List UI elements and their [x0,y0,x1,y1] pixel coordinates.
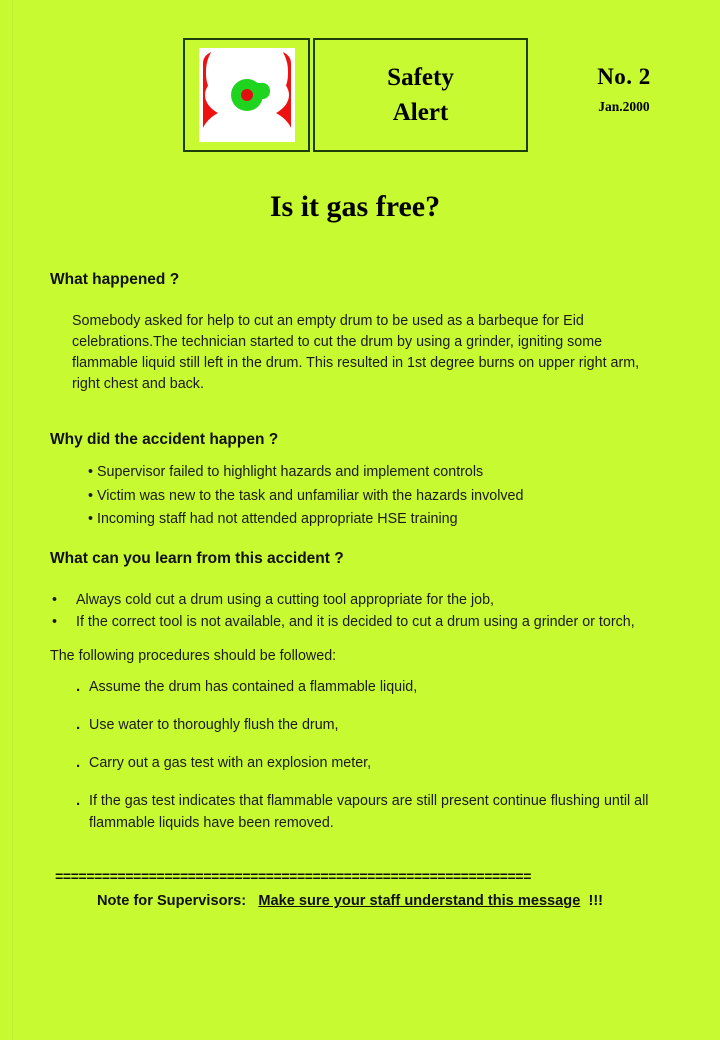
footer-divider: ============================================================= [55,871,531,886]
supervisor-note [0,893,700,909]
list-item-text: If the correct tool is not available, and it is decided to cut a drum using a grinder or torch, [76,614,635,631]
list-item [76,677,666,698]
list-item [50,612,660,633]
list-item: • Supervisor failed to highlight hazards and implement controls [88,464,484,480]
list-item [76,791,666,833]
page-title: Is it gas free? [269,190,441,223]
issue-date: Jan.2000 [598,99,650,114]
supervisor-note-label: Note for Supervisors: [96,893,247,909]
issue-number: No. 2 [597,64,651,89]
list-item [76,715,666,736]
lessons-list [50,590,660,634]
bullet-marker: . [76,716,81,734]
header-banner [183,38,528,152]
list-item [50,590,660,611]
section-heading-why-happened: Why did the accident happen ? [50,431,279,448]
list-item: • Victim was new to the task and unfamiliar with the hazards involved [88,487,524,504]
bullet-marker: . [76,792,81,810]
issue-block [554,64,694,115]
list-item: • Incoming staff had not attended appropriate HSE training [88,511,458,528]
logo-pupil [241,89,253,101]
logo-cell [183,38,310,152]
procedures-list [76,677,666,851]
list-item-text: Assume the drum has contained a flammable liquid, [89,679,418,695]
supervisor-note-emphasis: Make sure your staff understand this message [258,893,581,909]
bullet-marker: • [52,592,58,608]
section-heading-what-happened: What happened ? [50,271,180,288]
list-item [76,753,666,774]
list-item-text: If the gas test indicates that flammable vapours are still present continue flushing until all flammable liquids have been removed. [89,793,649,831]
bullet-marker: • [52,614,58,631]
list-item-text: Always cold cut a drum using a cutting tool appropriate for the job, [76,592,495,608]
list-item-text: Use water to thoroughly flush the drum, [89,717,339,734]
cause-list [88,461,648,532]
safety-eye-logo-icon [199,48,295,142]
supervisor-note-exclaim: !!! [588,893,604,909]
list-item-text: Carry out a gas test with an explosion meter, [89,755,372,772]
bullet-marker: . [76,754,81,772]
procedures-intro: The following procedures should be followed: [50,648,337,664]
safety-alert-line-2: Alert [392,99,449,126]
section-body-what-happened: Somebody asked for help to cut an empty drum to be used as a barbeque for Eid celebrations.The technician started to cut the drum by using a grinder, igniting some flammable liquid still left in the drum. This resulted in 1st degree burns on upper right arm, right chest and back. [72,313,640,393]
section-heading-what-learn: What can you learn from this accident ? [50,550,344,567]
bullet-marker: . [76,678,81,695]
safety-alert-line-1: Safety [387,63,454,91]
safety-alert-title-cell [313,38,528,152]
